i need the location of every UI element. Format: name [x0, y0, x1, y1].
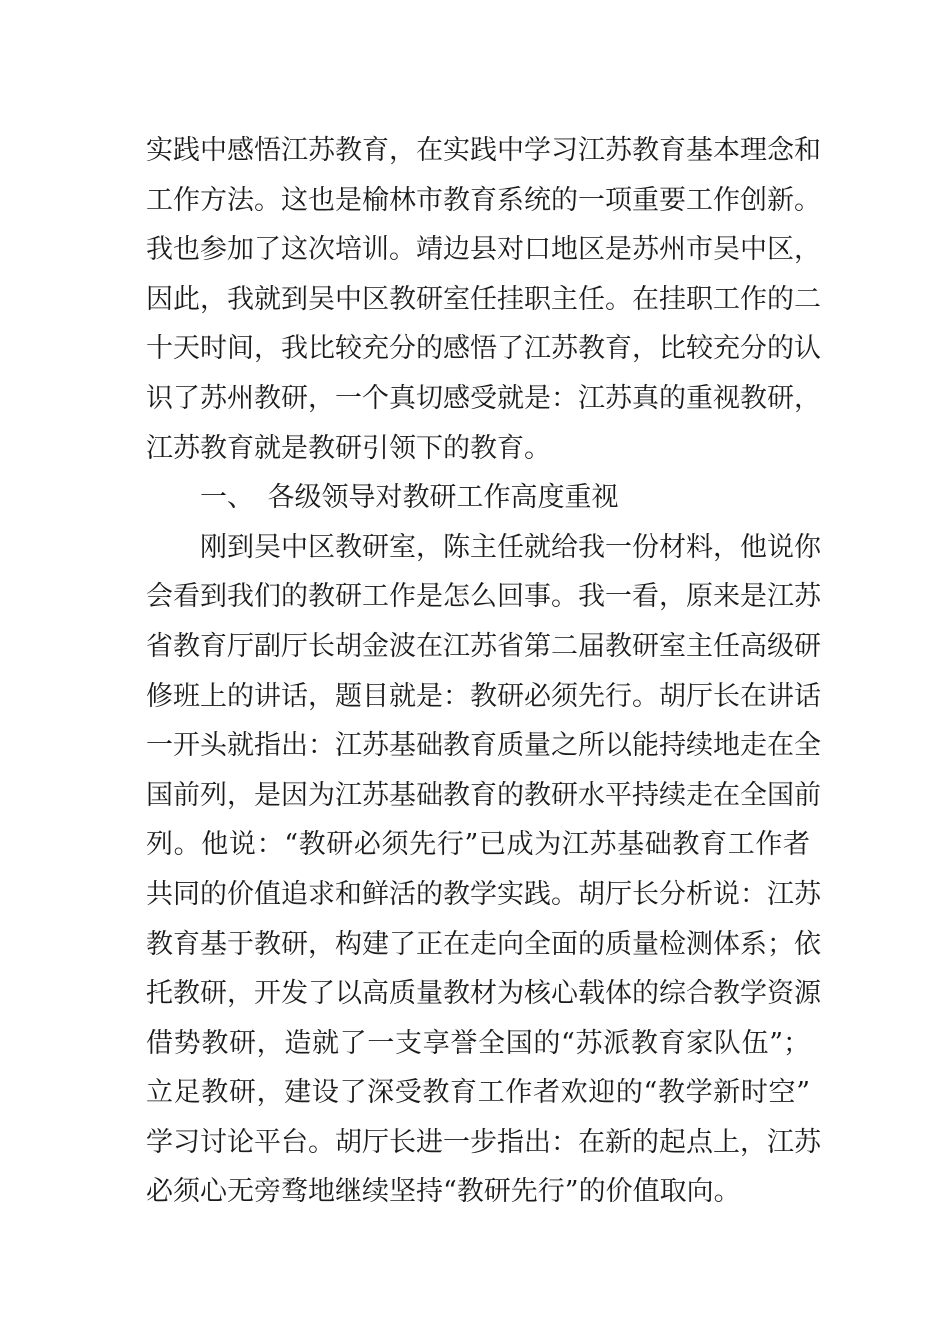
text-line: 共同的价值追求和鲜活的教学实践。胡厅长分析说：江苏: [146, 878, 821, 910]
text-line: 学习讨论平台。胡厅长进一步指出：在新的起点上，江苏: [146, 1126, 821, 1158]
text-line: 托教研，开发了以高质量教材为核心载体的综合教学资源: [146, 978, 821, 1010]
text-line: 因此，我就到吴中区教研室任挂职主任。在挂职工作的二: [146, 283, 821, 315]
text-line: 必须心无旁骛地继续坚持“教研先行”的价值取向。: [146, 1176, 741, 1208]
text-line: 我也参加了这次培训。靖边县对口地区是苏州市吴中区，: [146, 234, 821, 266]
text-line: 国前列，是因为江苏基础教育的教研水平持续走在全国前: [146, 779, 821, 811]
text-line: 识了苏州教研，一个真切感受就是：江苏真的重视教研，: [146, 382, 821, 414]
text-line: 工作方法。这也是榆林市教育系统的一项重要工作创新。: [146, 184, 821, 216]
text-line: 教育基于教研，构建了正在走向全面的质量检测体系；依: [146, 928, 821, 960]
text-line: 修班上的讲话，题目就是：教研必须先行。胡厅长在讲话: [146, 680, 821, 712]
text-line: 十天时间，我比较充分的感悟了江苏教育，比较充分的认: [146, 333, 821, 365]
text-line: 会看到我们的教研工作是怎么回事。我一看，原来是江苏: [146, 581, 821, 613]
text-line: 借势教研，造就了一支享誉全国的“苏派教育家队伍”；: [146, 1027, 810, 1059]
text-line: 一开头就指出：江苏基础教育质量之所以能持续地走在全: [146, 730, 821, 762]
text-line: 列。他说：“教研必须先行”已成为江苏基础教育工作者: [146, 829, 810, 861]
text-line: 刚到吴中区教研室，陈主任就给我一份材料，他说你: [146, 531, 821, 563]
text-line: 省教育厅副厅长胡金波在江苏省第二届教研室主任高级研: [146, 630, 821, 662]
text-line: 实践中感悟江苏教育，在实践中学习江苏教育基本理念和: [146, 135, 821, 166]
text-line: 立足教研，建设了深受教育工作者欢迎的“教学新时空”: [146, 1077, 810, 1109]
text-line: 江苏教育就是教研引领下的教育。: [146, 432, 551, 464]
section-heading: 一、 各级领导对教研工作高度重视: [146, 482, 619, 514]
body-text: [146, 126, 821, 1217]
